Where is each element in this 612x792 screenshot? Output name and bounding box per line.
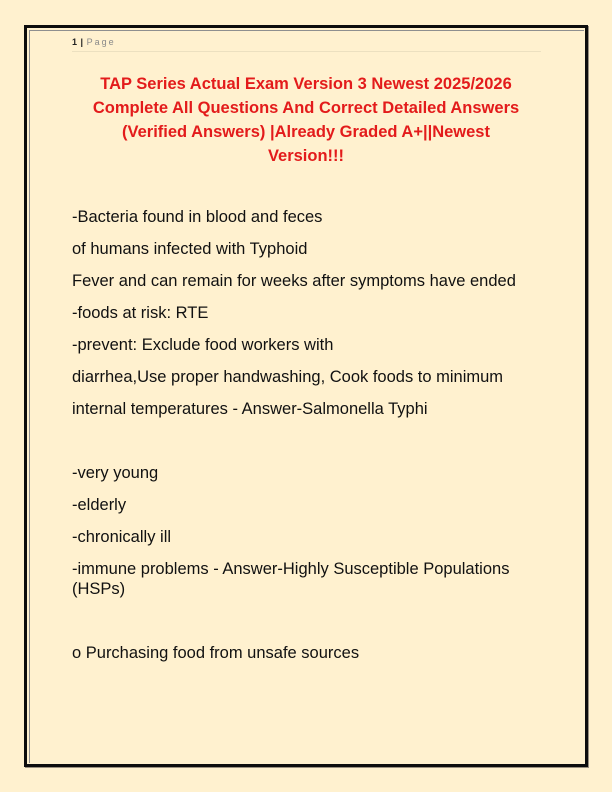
body-paragraph: -foods at risk: RTE bbox=[72, 304, 209, 322]
body-paragraph: o Purchasing food from unsafe sources bbox=[72, 644, 360, 662]
spacer bbox=[72, 431, 542, 463]
page-label: Page bbox=[86, 37, 116, 47]
body-paragraph: Fever and can remain for weeks after symptoms have ended bbox=[72, 272, 516, 290]
body-paragraph: -chronically ill bbox=[72, 528, 172, 546]
qa-block-unsafe-sources bbox=[72, 643, 542, 663]
qa-block-hsps bbox=[72, 463, 542, 599]
spacer bbox=[72, 611, 542, 643]
body-paragraph: -very young bbox=[72, 464, 159, 482]
body-paragraph: diarrhea,Use proper handwashing, Cook foods to minimum bbox=[72, 368, 504, 386]
body-paragraph: -prevent: Exclude food workers with bbox=[72, 336, 334, 354]
body-paragraph: -elderly bbox=[72, 496, 127, 514]
page-header bbox=[72, 36, 541, 52]
title-line: TAP Series Actual Exam Version 3 Newest 2025/2026 bbox=[100, 75, 512, 93]
document-title bbox=[60, 72, 552, 168]
page-number: 1 bbox=[72, 37, 78, 47]
document-body bbox=[72, 207, 542, 675]
answer-paragraph: internal temperatures - Answer-Salmonella Typhi bbox=[72, 400, 428, 418]
body-paragraph: -Bacteria found in blood and feces bbox=[72, 208, 323, 226]
body-paragraph: of humans infected with Typhoid bbox=[72, 240, 308, 258]
title-line: Version!!! bbox=[267, 147, 345, 165]
answer-paragraph: -immune problems - Answer-Highly Susceptible Populations (HSPs) bbox=[72, 560, 510, 598]
title-line: Complete All Questions And Correct Detailed Answers bbox=[92, 99, 520, 117]
page-separator: | bbox=[80, 37, 84, 47]
title-line: (Verified Answers) |Already Graded A+||Newest bbox=[122, 123, 490, 141]
qa-block-salmonella bbox=[72, 207, 542, 419]
